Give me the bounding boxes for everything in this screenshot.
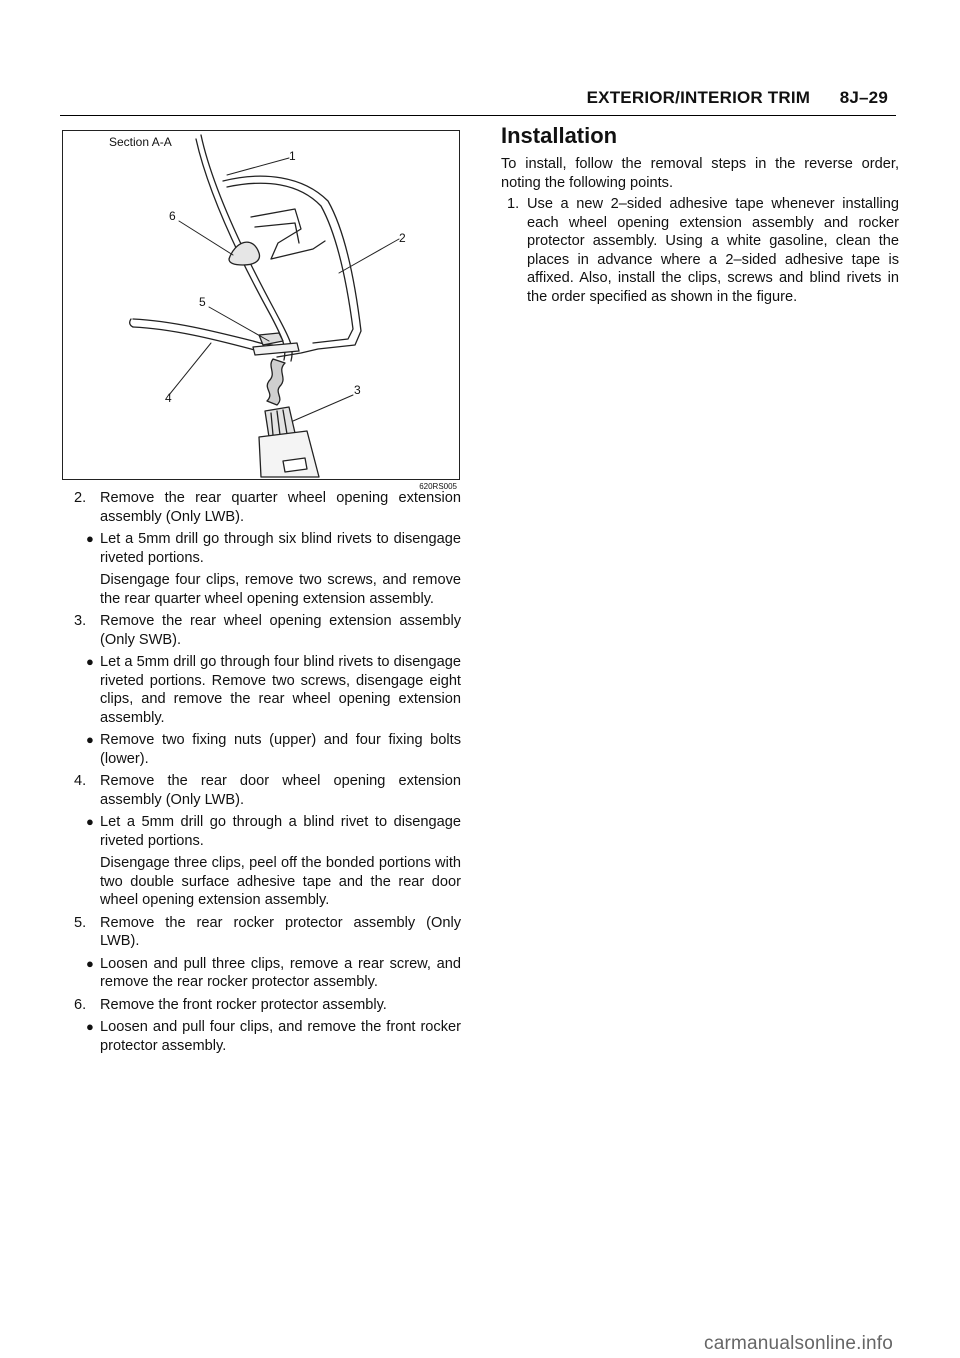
header-page-number: 8J–29 (839, 88, 888, 107)
bullet-item (74, 1018, 461, 1055)
step-description: Remove the rear wheel opening extension assembly (Only SWB). (100, 613, 461, 648)
step-text (74, 772, 461, 809)
figure-code: 620RS005 (419, 482, 457, 491)
bullet-item (74, 955, 461, 992)
watermark: carmanualsonline.info (704, 1333, 894, 1354)
bullet-icon: ● (86, 814, 94, 829)
bullet-text: Let a 5mm drill go through four blind rivets to disengage riveted portions. Remove two screws, disengage eight clips, and remove the rear wheel opening extension assembly. (100, 654, 461, 726)
header-section: EXTERIOR/INTERIOR TRIM (586, 88, 811, 107)
callout-2: 2 (399, 231, 406, 245)
installation-title: Installation (501, 123, 618, 148)
header-title (587, 88, 888, 108)
installation-step-1 (501, 195, 899, 306)
leader-4 (169, 343, 211, 395)
installation-intro: To install, follow the removal steps in the reverse order, noting the following points. (501, 156, 899, 191)
step-number: 5. (74, 914, 87, 931)
section-figure (62, 130, 460, 491)
step-text (74, 612, 461, 649)
bullet-text: Remove two fixing nuts (upper) and four fixing bolts (lower). (100, 732, 461, 767)
step-number: 4. (74, 773, 87, 789)
step-description: Remove the rear quarter wheel opening extension assembly (Only LWB). (100, 490, 461, 525)
step-number: 2. (74, 490, 87, 506)
page-header (0, 88, 960, 118)
figure-section-label: Section A-A (109, 135, 172, 149)
bullet-icon: ● (86, 531, 94, 546)
extension-outline (223, 176, 361, 357)
step-description: Remove the front rocker protector assembly. (100, 996, 387, 1013)
step-description: Remove the rear rocker protector assembly (Only LWB). (100, 914, 461, 949)
bullet-item (74, 731, 461, 768)
clip-shape (229, 242, 259, 265)
installation-section (501, 123, 899, 306)
header-rule (60, 115, 896, 116)
step-text (74, 489, 461, 526)
step-4 (74, 772, 461, 910)
step-text (74, 996, 461, 1015)
rocker-end (130, 319, 133, 327)
bullet-icon: ● (86, 732, 94, 747)
step-number: 6. (74, 996, 87, 1013)
bullet-text: Let a 5mm drill go through six blind rivets to disengage riveted portions. (100, 531, 461, 566)
rocker-line (133, 319, 273, 345)
bullet-text: Loosen and pull four clips, and remove the front rocker protector assembly. (100, 1019, 461, 1054)
step-5 (74, 914, 461, 992)
callout-6: 6 (169, 209, 176, 223)
bullet-text: Loosen and pull three clips, remove a rear screw, and remove the rear rocker protector assembly. (100, 955, 461, 990)
callout-1: 1 (289, 149, 296, 163)
leader-3 (293, 395, 353, 421)
leader-6 (179, 221, 233, 255)
leader-5 (209, 307, 269, 341)
step-3 (74, 612, 461, 768)
bullet-icon: ● (86, 955, 94, 971)
step-number: 3. (74, 613, 87, 629)
step-text (74, 914, 461, 951)
bracket (251, 209, 325, 259)
callout-4: 4 (165, 391, 172, 405)
bullet-text: Let a 5mm drill go through a blind rivet to disengage riveted portions. (100, 814, 461, 849)
drill-bit (267, 359, 285, 405)
step-2 (74, 489, 461, 608)
continuation-text: Disengage four clips, remove two screws, and remove the rear quarter wheel opening extension assembly. (100, 572, 461, 607)
bullet-icon: ● (86, 654, 94, 669)
bullet-icon: ● (86, 1019, 94, 1034)
callout-3: 3 (354, 383, 361, 397)
fastener (259, 333, 283, 345)
drill-window (283, 458, 307, 472)
bullet-item (74, 813, 461, 850)
bullet-item (74, 530, 461, 567)
bracket-2 (255, 223, 299, 243)
step-description: Remove the rear door wheel opening extension assembly (Only LWB). (100, 773, 461, 808)
section-diagram (63, 131, 459, 479)
removal-steps (74, 489, 461, 1059)
step-number: 1. (507, 196, 520, 212)
step-6 (74, 996, 461, 1056)
step-description: Use a new 2–sided adhesive tape whenever installing each wheel opening extension assembly and rocker protector assembly. Using a white gasoline, clean the places in advance where a 2–sided adhesive tape is affixed. Also, install the clips, screws and blind rivets in the order specified as shown in the figure. (527, 196, 899, 305)
continuation-text: Disengage three clips, peel off the bonded portions with two double surface adhesive tape and the rear door wheel opening extension assembly. (100, 855, 461, 908)
callout-5: 5 (199, 295, 206, 309)
bullet-item (74, 653, 461, 727)
leader-1 (227, 158, 289, 175)
